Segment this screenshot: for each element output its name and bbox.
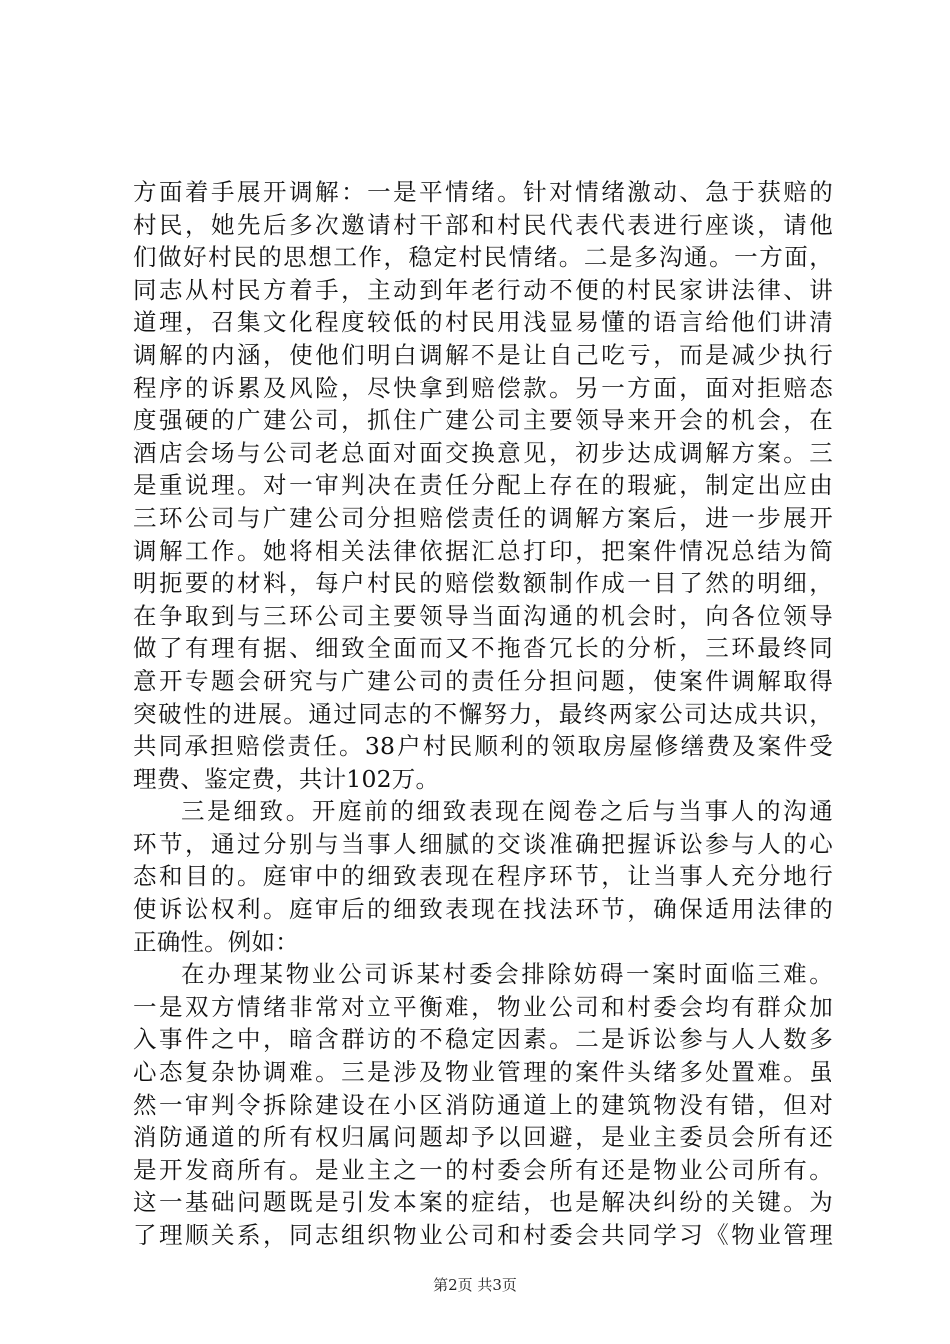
text-line: 同志从村民方着手，主动到年老行动不便的村民家讲法律、讲 [133,275,833,304]
text-line: 三环公司与广建公司分担赔偿责任的调解方案后，进一步展开 [133,503,833,532]
text-line: 道理，召集文化程度较低的村民用浅显易懂的语言给他们讲清 [133,308,833,337]
body-text [133,176,833,1252]
text-line: 态和目的。庭审中的细致表现在程序环节，让当事人充分地行 [133,862,833,891]
text-line: 正确性。例如： [133,927,299,956]
text-line: 然一审判令拆除建设在小区消防通道上的建筑物没有错，但对 [133,1090,833,1119]
text-line: 方面着手展开调解：一是平情绪。针对情绪激动、急于获赔的 [133,178,833,206]
text-line: 调解的内涵，使他们明白调解不是让自己吃亏，而是减少执行 [133,340,833,369]
text-line: 这一基础问题既是引发本案的症结，也是解决纠纷的关键。为 [133,1188,833,1217]
text-line: 程序的诉累及风险，尽快拿到赔偿款。另一方面，面对拒赔态 [133,373,833,402]
text-line: 是重说理。对一审判决在责任分配上存在的瑕疵，制定出应由 [133,471,833,500]
text-line: 是开发商所有。是业主之一的村委会所有还是物业公司所有。 [133,1155,833,1184]
text-line: 环节，通过分别与当事人细腻的交谈准确把握诉讼参与人的心 [133,829,833,858]
text-line: 们做好村民的思想工作，稳定村民情绪。二是多沟通。一方面， [133,243,833,272]
text-line: 三是细致。开庭前的细致表现在阅卷之后与当事人的沟通 [181,797,833,826]
text-line: 一是双方情绪非常对立平衡难，物业公司和村委会均有群众加 [133,992,833,1021]
text-line: 突破性的进展。通过同志的不懈努力，最终两家公司达成共识， [133,699,833,728]
text-line: 明扼要的材料，每户村民的赔偿数额制作成一目了然的明细， [133,569,833,598]
text-line: 意开专题会研究与广建公司的责任分担问题，使案件调解取得 [133,666,833,695]
text-line: 使诉讼权利。庭审后的细致表现在找法环节，确保适用法律的 [133,895,833,924]
text-line: 共同承担赔偿责任。38户村民顺利的领取房屋修缮费及案件受 [133,732,833,761]
text-line: 调解工作。她将相关法律依据汇总打印，把案件情况总结为简 [133,536,833,565]
text-line: 做了有理有据、细致全面而又不拖沓冗长的分析，三环最终同 [133,634,833,663]
text-line: 理费、鉴定费，共计102万。 [133,764,440,793]
text-line: 了理顺关系，同志组织物业公司和村委会共同学习《物业管理 [133,1221,833,1249]
text-line: 村民，她先后多次邀请村干部和村民代表代表进行座谈，请他 [133,210,833,239]
text-line: 消防通道的所有权归属问题却予以回避，是业主委员会所有还 [133,1123,833,1152]
text-line: 在争取到与三环公司主要领导当面沟通的机会时，向各位领导 [133,601,833,630]
text-line: 度强硬的广建公司，抓住广建公司主要领导来开会的机会，在 [133,406,833,435]
page-footer: 第2页 共3页 [433,1276,517,1294]
text-line: 入事件之中，暗含群访的不稳定因素。二是诉讼参与人人数多 [133,1025,833,1054]
text-line: 酒店会场与公司老总面对面交换意见，初步达成调解方案。三 [133,438,833,467]
text-line: 在办理某物业公司诉某村委会排除妨碍一案时面临三难。 [181,960,833,989]
text-line: 心态复杂协调难。三是涉及物业管理的案件头绪多处置难。虽 [133,1058,833,1087]
